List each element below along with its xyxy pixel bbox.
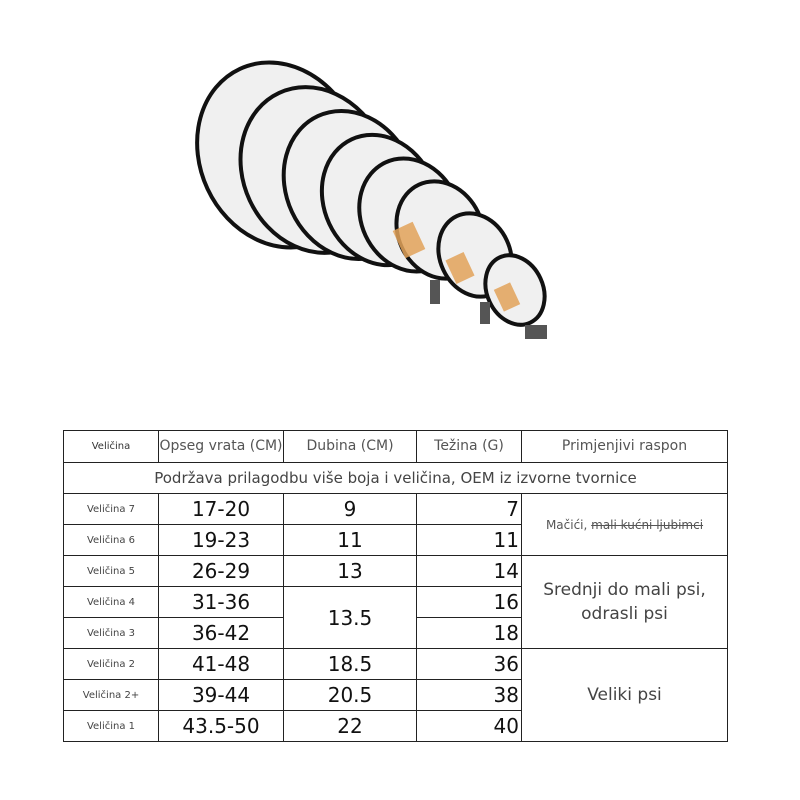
header-weight: Težina (G)	[417, 431, 522, 463]
mesh-pattern	[430, 280, 440, 304]
weight-cell: 14	[417, 556, 522, 587]
range-cats-strike: mali kućni ljubimci	[591, 517, 704, 532]
depth-cell: 11	[284, 525, 417, 556]
weight-cell: 40	[417, 711, 522, 742]
header-row	[64, 431, 728, 463]
neck-cell: 36-42	[159, 618, 284, 649]
size-cell: Veličina 2+	[64, 680, 159, 711]
header-depth: Dubina (CM)	[284, 431, 417, 463]
table-row	[64, 494, 728, 525]
size-cell: Veličina 7	[64, 494, 159, 525]
size-cell: Veličina 6	[64, 525, 159, 556]
note-row	[64, 463, 728, 494]
weight-cell: 36	[417, 649, 522, 680]
weight-cell: 38	[417, 680, 522, 711]
range-medium: Srednji do mali psi, odrasli psi	[522, 556, 728, 649]
neck-cell: 43.5-50	[159, 711, 284, 742]
mesh-pattern	[480, 302, 490, 324]
header-range: Primjenjivi raspon	[522, 431, 728, 463]
table-row	[64, 556, 728, 587]
weight-cell: 11	[417, 525, 522, 556]
depth-cell: 22	[284, 711, 417, 742]
neck-cell: 31-36	[159, 587, 284, 618]
size-table	[63, 430, 728, 742]
size-cell: Veličina 2	[64, 649, 159, 680]
range-cats-text: Mačići,	[545, 517, 592, 532]
size-cell: Veličina 5	[64, 556, 159, 587]
depth-cell: 13.5	[284, 587, 417, 649]
weight-cell: 18	[417, 618, 522, 649]
header-size: Veličina	[64, 431, 159, 463]
range-cats	[522, 494, 728, 556]
depth-cell: 18.5	[284, 649, 417, 680]
weight-cell: 16	[417, 587, 522, 618]
depth-cell: 9	[284, 494, 417, 525]
neck-cell: 39-44	[159, 680, 284, 711]
depth-cell: 13	[284, 556, 417, 587]
neck-cell: 41-48	[159, 649, 284, 680]
neck-cell: 26-29	[159, 556, 284, 587]
customization-note: Podržava prilagodbu više boja i veličina, OEM iz izvorne tvornice	[64, 463, 728, 494]
weight-cell: 7	[417, 494, 522, 525]
cone-collar-photo	[180, 40, 600, 370]
table-row	[64, 649, 728, 680]
mesh-pattern	[525, 325, 547, 339]
size-cell: Veličina 1	[64, 711, 159, 742]
range-large: Veliki psi	[522, 649, 728, 742]
depth-cell: 20.5	[284, 680, 417, 711]
neck-cell: 17-20	[159, 494, 284, 525]
size-cell: Veličina 3	[64, 618, 159, 649]
header-neck: Opseg vrata (CM)	[159, 431, 284, 463]
size-cell: Veličina 4	[64, 587, 159, 618]
neck-cell: 19-23	[159, 525, 284, 556]
